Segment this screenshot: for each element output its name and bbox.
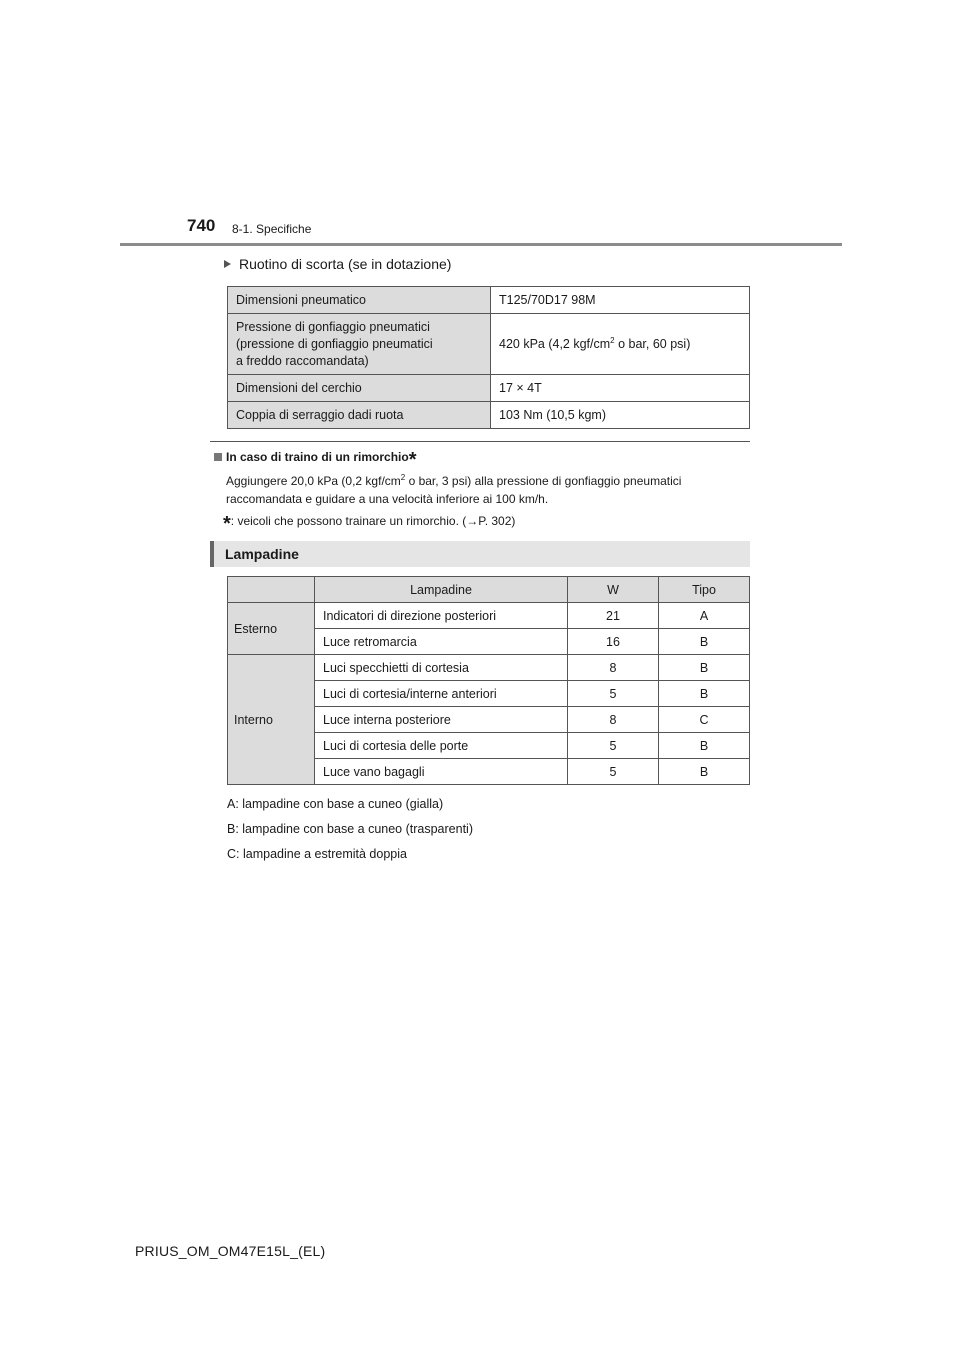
table-cell-label [228,314,491,375]
legend-item: A: lampadine con base a cuneo (gialla) [227,797,444,811]
table-row [228,314,750,375]
bulb-type: B [659,655,750,681]
lamps-section-header: Lampadine [210,541,750,567]
bulb-watt: 8 [568,655,659,681]
spare-wheel-heading [224,256,451,272]
legend-item: B: lampadine con base a cuneo (trasparenti) [227,822,473,836]
legend-item: C: lampadine a estremità doppia [227,847,407,861]
group-label: Interno [228,655,315,785]
towing-body [226,469,754,508]
bulb-type: B [659,629,750,655]
label-line: Pressione di gonfiaggio pneumatici [236,319,430,334]
table-row [228,603,750,629]
column-header: W [568,577,659,603]
spare-wheel-table [227,286,750,429]
bulb-type-legend [227,797,473,872]
table-header-row [228,577,750,603]
bulb-type: C [659,707,750,733]
towing-title-text: In caso di traino di un rimorchio [226,450,409,464]
asterisk-marker: * [223,513,231,535]
towing-note [214,449,754,535]
table-row [228,375,750,402]
square-bullet-icon [214,453,222,461]
section-title: 8-1. Specifiche [232,222,312,236]
superscript: 2 [610,336,615,346]
section-divider [210,441,750,442]
triangle-bullet-icon [224,260,231,268]
bulb-watt: 5 [568,733,659,759]
table-cell-value [491,314,750,375]
superscript: 2 [400,473,406,482]
footnote [223,513,754,535]
column-header: Tipo [659,577,750,603]
table-cell-value: 17 × 4T [491,375,750,402]
bulb-name: Luci di cortesia delle porte [315,733,568,759]
group-label: Esterno [228,603,315,655]
column-header: Lampadine [315,577,568,603]
table-cell-label: Dimensioni pneumatico [228,287,491,314]
table-cell-value: T125/70D17 98M [491,287,750,314]
bulb-type: B [659,733,750,759]
bulb-watt: 5 [568,681,659,707]
bulb-watt: 21 [568,603,659,629]
bulb-name: Luci di cortesia/interne anteriori [315,681,568,707]
bulb-name: Luce interna posteriore [315,707,568,733]
bulb-type: A [659,603,750,629]
bulb-type: B [659,681,750,707]
label-line: (pressione di gonfiaggio pneumatici [236,336,433,351]
header-divider [120,243,842,246]
bulb-watt: 5 [568,759,659,785]
spare-wheel-heading-text: Ruotino di scorta (se in dotazione) [239,256,452,272]
lamps-table [227,576,750,785]
towing-title: In caso di traino di un rimorchio * [214,450,754,464]
table-header-empty [228,577,315,603]
page-number: 740 [187,216,216,235]
bulb-type: B [659,759,750,785]
table-row [228,655,750,681]
table-row [228,287,750,314]
table-cell-label: Coppia di serraggio dadi ruota [228,402,491,429]
bulb-name: Indicatori di direzione posteriori [315,603,568,629]
footer-doc-id: PRIUS_OM_OM47E15L_(EL) [135,1243,326,1259]
value-text: o bar, 60 psi) [614,337,691,352]
bulb-name: Luce retromarcia [315,629,568,655]
table-cell-label: Dimensioni del cerchio [228,375,491,402]
footnote-text: : veicoli che possono trainare un rimorchio. (→P. 302) [230,514,516,528]
table-cell-value: 103 Nm (10,5 kgm) [491,402,750,429]
bulb-name: Luce vano bagagli [315,759,568,785]
bulb-name: Luci specchietti di cortesia [315,655,568,681]
body-text: o bar, 3 psi) alla pressione di gonfiaggio pneumatici raccomandata e guidare a una velocità inferiore ai 100 km/h. [226,474,682,506]
label-line: a freddo raccomandata) [236,353,369,368]
bulb-watt: 16 [568,629,659,655]
bulb-watt: 8 [568,707,659,733]
table-row [228,402,750,429]
body-text: Aggiungere 20,0 kPa (0,2 kgf/cm [226,474,401,488]
value-text: 420 kPa (4,2 kgf/cm [499,337,611,352]
